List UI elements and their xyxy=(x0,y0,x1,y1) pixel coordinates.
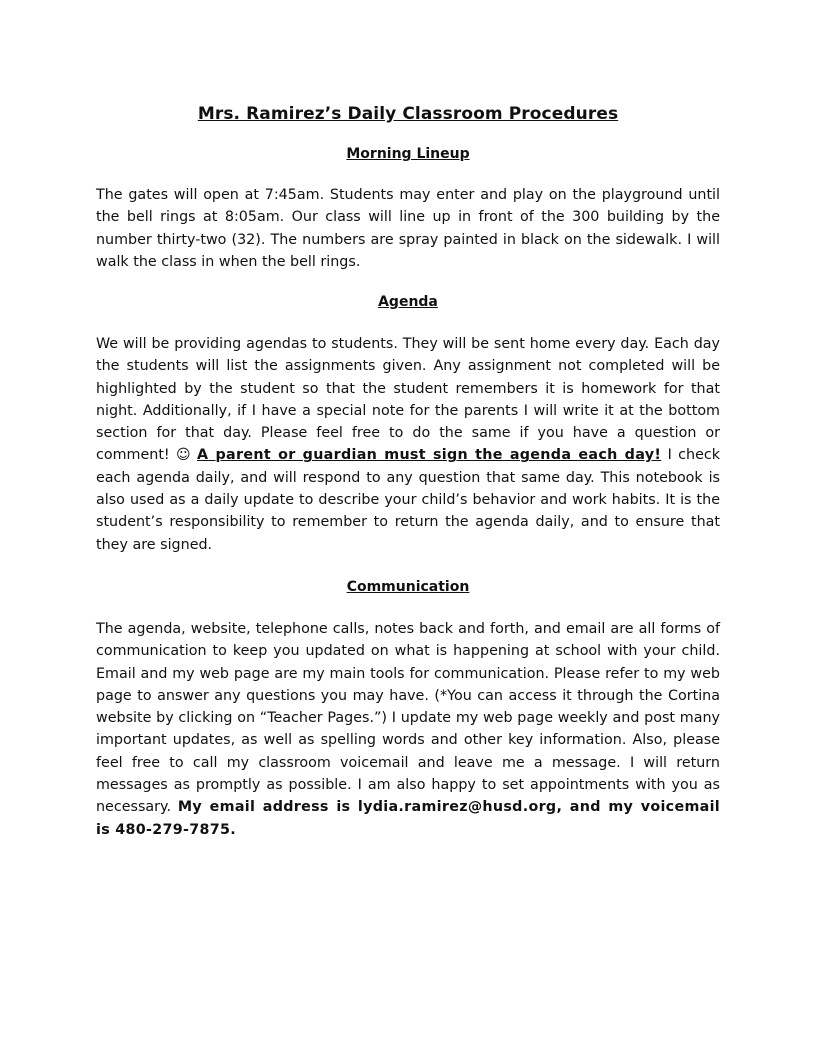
smiley-icon: ☺ xyxy=(176,447,191,464)
agenda-text-before: We will be providing agendas to students. They will be sent home every day. Each day the students will list the assignments given. Any assignment not completed will be highlighted by the student so that the student remembers it is homework for that night. Additionally, if I have a special note for the parents I will write it at the bottom section for that day. Please feel free to do the same if you have a question or comment! xyxy=(96,336,720,464)
agenda-signature-notice: A parent or guardian must sign the agenda each day xyxy=(197,447,655,464)
paragraph-communication xyxy=(96,618,720,841)
communication-text: The agenda, website, telephone calls, notes back and forth, and email are all forms of communication to keep you updated on what is happening at school with your child. Email and my web page are my main tools for communication. Please refer to my web page to answer any questions you may have. (*You can access it through the Cortina website by clicking on “Teacher Pages.”) I update my web page weekly and post many important updates, as well as spelling words and other key information. Also, please feel free to call my classroom voicemail and leave me a message. I will return messages as promptly as possible. I am also happy to set appointments with you as necessary. xyxy=(96,621,720,816)
paragraph-agenda xyxy=(96,333,720,556)
heading-morning-lineup: Morning Lineup xyxy=(346,146,470,162)
paragraph-morning-lineup: The gates will open at 7:45am. Students may enter and play on the playground until the bell rings at 8:05am. Our class will line up in front of the 300 building by the number thirty-two (32). The numbers are spray painted in black on the sidewalk. I will walk the class in when the bell rings. xyxy=(96,187,720,270)
agenda-text-after: I check each agenda daily, and will respond to any question that same day. This notebook is also used as a daily update to describe your child’s behavior and work habits. It is the student’s responsibility to remember to return the agenda daily, and to ensure that they are signed. xyxy=(96,447,721,553)
page-title: Mrs. Ramirez’s Daily Classroom Procedures xyxy=(197,104,619,124)
heading-agenda: Agenda xyxy=(378,294,438,310)
heading-communication: Communication xyxy=(346,579,470,595)
contact-info: My email address is lydia.ramirez@husd.org, and my voicemail is 480-279-7875. xyxy=(96,799,720,838)
agenda-signature-punct: ! xyxy=(654,447,662,464)
